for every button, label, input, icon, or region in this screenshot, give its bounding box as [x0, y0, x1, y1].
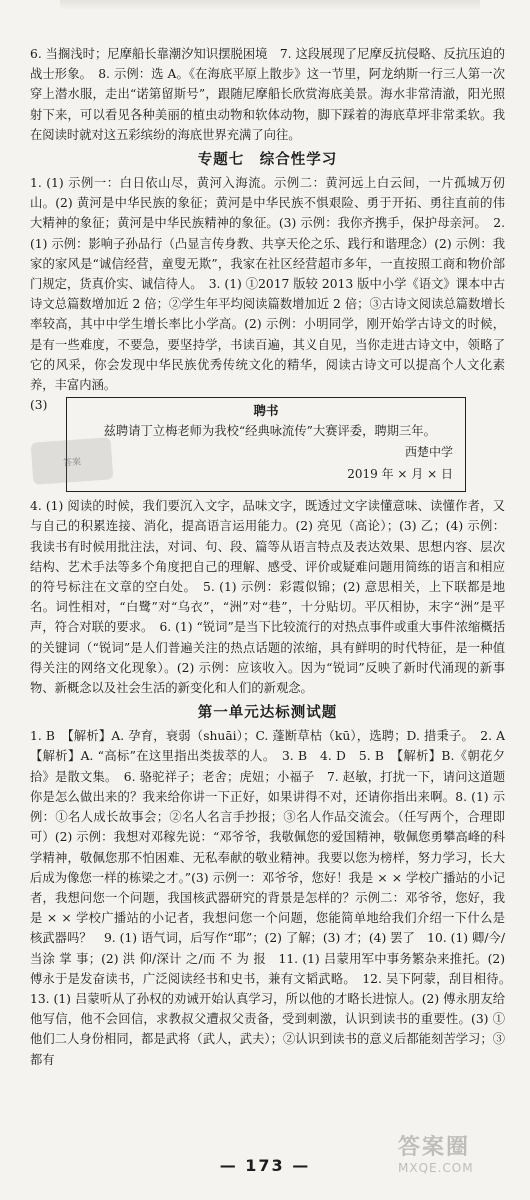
letter-date: 2019 年 × 月 × 日 — [347, 467, 453, 482]
page-number: — 173 — — [219, 1156, 311, 1175]
previous-page-bleed — [60, 0, 480, 10]
letter-title: 聘书 — [253, 403, 279, 419]
watermark-url: MXQE.COM — [398, 1161, 474, 1175]
stamp-icon — [31, 437, 114, 484]
answer-paragraph: 6. 当搁浅时；尼摩船长靠潮汐知识摆脱困境 7. 这段展现了尼摩反抗侵略、反抗压迫的战士形象。 8. 示例：选 A。《在海底平原上散步》这一节里，阿龙纳斯一行三人第一次穿上潜水服，走出“诺第留斯号”，跟随尼摩船长欣赏海底美景。海水非常清澈，阳光照射下来，可以看见各种美丽的植虫动物和软体动物，脚下踩着的海底草坪非常柔软。我在阅读时就对这五彩缤纷的海底世界充满了向往。 — [30, 47, 505, 142]
question-label: (3) — [30, 398, 48, 413]
answer-paragraph: 4. (1) 阅读的时候，我们要沉入文字，品味文字，既透过文字读懂意味、读懂作者，又与自己的积累连接、消化，提高语言运用能力。(2) 亮见（高论）；(3) 乙；(4) 示例：我读书有时候用批注法，对词、句、段、篇等从语言特点及表达效果、思想内容、层次结构、艺术手法等多个角度把自己的理解、感受、评价或疑难问题用简练的语言和相应的符号标注在文章的空白处。 5. (1) 示例：彩霞似锦；(2) 意思相关，上下联都是地名。词性相对，“白鹭”对“乌衣”，“洲”对“巷”，十分贴切。平仄相协，末字“洲”是平声，符合对联的要求。 6. (1) “锐词”是当下比较流行的对热点事件或重大事件浓缩概括的关键词（“锐词”是人们普遍关注的热点话题的浓缩，具有鲜明的时代特征，是一种值得关注的网络文化现象）。(2) 示例：应该收入。因为“锐词”反映了新时代涌现的新事物、新概念以及社会生活的新变化和人们的新观念。 — [30, 499, 505, 696]
appointment-letter-box — [66, 397, 466, 492]
answer-paragraph: 1. (1) 示例一：白日依山尽，黄河入海流。示例二：黄河远上白云间，一片孤城万仞山。(2) 黄河是中华民族的象征；黄河是中华民族不惧艰险、勇于开拓、勇往直前的伟大精神的象征；黄河是中华民族精神的象征。(3) 示例：我你齐携手，保护母亲河。 2. (1) 示例：影响子孙品行（凸显言传身教、共享天伦之乐、践行和谐理念）(2) 示例：我家的家风是“诚信经营，童叟无欺”，我家在社区经营超市多年，一直按照工商和物价部门规定，货真价实、诚信待人。 3. (1) ①2017 版较 2013 版中小学《语文》课本中古诗文总篇数增加近 2 倍；②学生年平均阅读篇数增加近 2 倍；③古诗文阅读总篇数增长率较高，其中中学生增长率比小学高。(2) 示例：小明同学，刚开始学古诗文的时候，是有一些难度，不要急，要坚持学，书读百遍，其义自见，当你走进古诗文中，领略了它的风采，你会发现中华民族优秀传统文化的精华，阅读古诗文可以提高个人文化素养，丰富内涵。 — [30, 176, 505, 393]
letter-school: 西楚中学 — [404, 445, 453, 460]
answer-content — [30, 44, 518, 1070]
section-heading: 第一单元达标测试题 — [197, 705, 338, 722]
answer-paragraph: 1. B 【解析】A. 孕育，衰弱（shuāi）；C. 蓬断草枯（kū），选聘；D. 措秉子。 2. A 【解析】A. “高标”在这里指出类拔萃的人。 3. B 4. D 5. B 【解析】B.《朝花夕拾》是散文集。 6. 骆驼祥子；老舍；虎妞；小福子 7. 赵敏，打扰一下，请问这道题你是怎么做出来的？我来给你讲一下正好，如果讲得不对，还请你指出来啊。8. (1) 示例：①名人成长故事会；②名人名言手抄报；③名人作品交流会。（任写两个，合理即可）(2) 示例：我想对邓稼先说：“邓爷爷，我敬佩您的爱国精神，敬佩您勇攀高峰的科学精神，敬佩您那不怕困难、无私奉献的敬业精神。我要以您为榜样，努力学习，长大后成为像您一样的栋梁之才。”(3) 示例一：邓爷爷，您好！我是 × × 学校广播站的小记者，我想问您一个问题，我国核武器研究的背景是怎样的？示例二：邓爷爷，您好，我是 × × 学校广播站的小记者，我想问您一个问题，您能简单地给我们介绍一下什么是核武器吗？ 9. (1) 语气词，后写作“耶”；(2) 了解；(3) 才；(4) 罢了 10. (1) 卿/今/当涂 掌 事；(2) 洪 仰/深计 之/而 不 为 报 11. (1) 吕蒙用军中事务繁杂来推托。(2) 傅永于是发奋读书，广泛阅读经书和史书，兼有文韬武略。 12. 吴下阿蒙，刮目相待。 13. (1) 吕蒙听从了孙权的劝诫开始认真学习，所以他的才略长进惊人。(2) 傅永朋友给他写信，他不会回信，求教叔父遭叔父责备，受到刺激，认识到读书的重要性。(3) ①他们二人身份相同，都是武将（武人，武夫）；②认识到读书的意义后都能刻苦学习；③都有 — [30, 729, 518, 1067]
stamp-text: 答案 — [62, 456, 82, 469]
watermark-text: 答案圈 — [398, 1135, 471, 1160]
watermark-logo-icon — [398, 1130, 518, 1194]
letter-body: 兹聘请丁立梅老师为我校“经典咏流传”大赛评委，聘期三年。 — [103, 424, 436, 439]
section-heading: 专题七 综合性学习 — [197, 152, 338, 169]
